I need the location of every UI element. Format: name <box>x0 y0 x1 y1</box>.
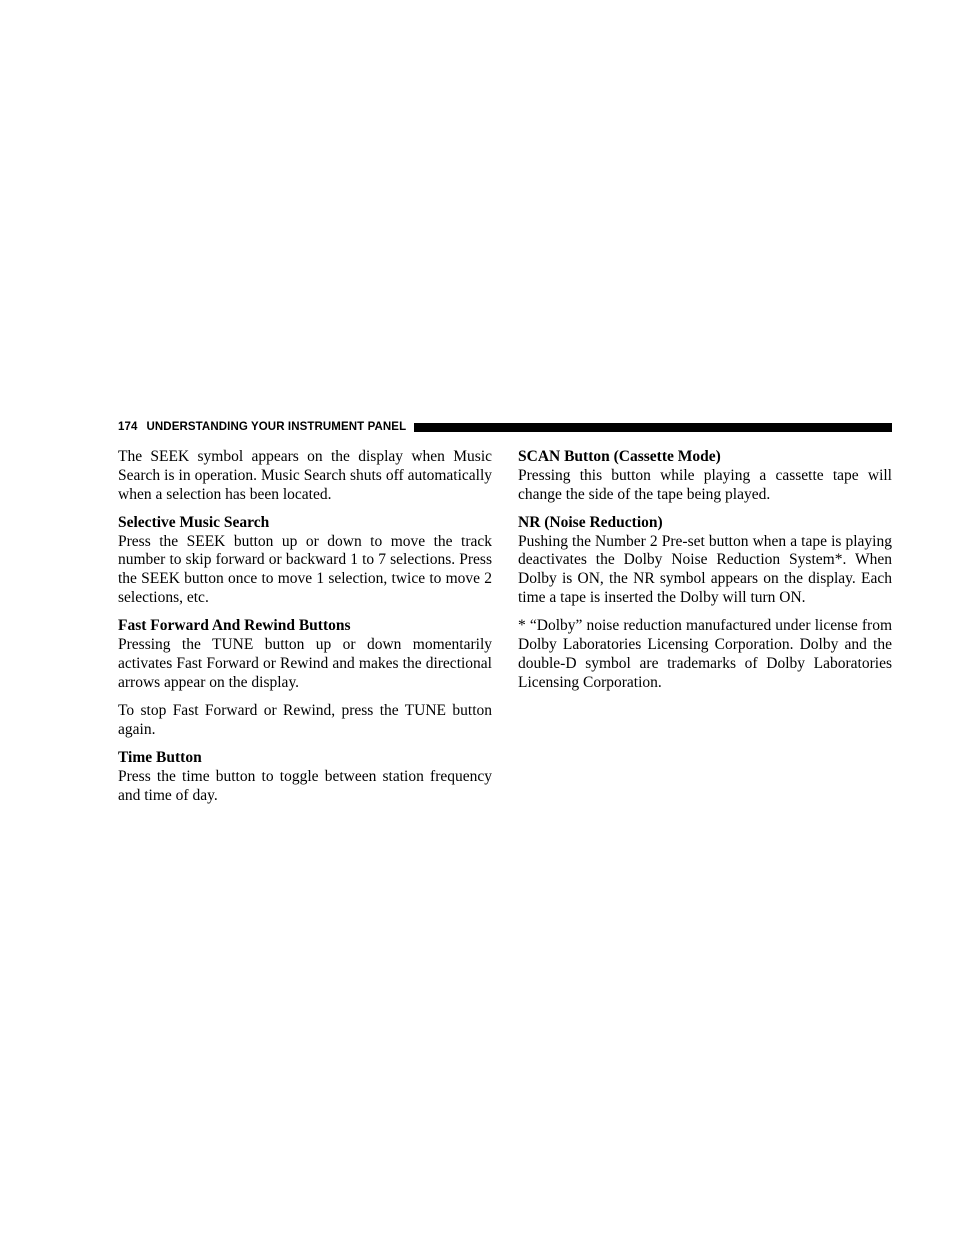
noise-reduction-heading: NR (Noise Reduction) <box>518 513 663 531</box>
stop-fast-forward-block <box>118 702 492 740</box>
intro-paragraph: The SEEK symbol appears on the display when Music Search is in operation. Music Search shuts off automatically when a selection has been located. <box>118 448 492 503</box>
scan-button-block <box>518 448 892 504</box>
noise-reduction-block <box>518 514 892 608</box>
noise-reduction-text: Pushing the Number 2 Pre-set button when a tape is playing deactivates the Dolby Noise Reduction System*. When Dolby is ON, the NR symbol appears on the display. Each time a tape is inserted the Dolby will turn ON. <box>518 532 892 607</box>
time-button-block <box>118 749 492 805</box>
scan-button-text: Pressing this button while playing a cassette tape will change the side of the tape being played. <box>518 466 892 503</box>
fast-forward-rewind-heading: Fast Forward And Rewind Buttons <box>118 617 351 635</box>
page-number: 174 <box>118 421 138 433</box>
selective-music-search-text: Press the SEEK button up or down to move the track number to skip forward or backward 1 to 7 selections. Press the SEEK button once to move 1 selection, twice to move 2 selections, etc. <box>118 532 492 607</box>
time-button-text: Press the time button to toggle between station frequency and time of day. <box>118 767 492 804</box>
fast-forward-rewind-text: Pressing the TUNE button up or down momentarily activates Fast Forward or Rewind and makes the directional arrows appear on the display. <box>118 636 492 691</box>
time-button-heading: Time Button <box>118 749 202 767</box>
dolby-footnote-block <box>518 617 892 692</box>
stop-fast-forward-text: To stop Fast Forward or Rewind, press the TUNE button again. <box>118 702 492 738</box>
page-header <box>118 418 892 436</box>
section-title: UNDERSTANDING YOUR INSTRUMENT PANEL <box>146 421 407 433</box>
scan-button-heading: SCAN Button (Cassette Mode) <box>518 448 721 465</box>
selective-music-search-heading: Selective Music Search <box>118 513 270 531</box>
fast-forward-rewind-block <box>118 617 492 692</box>
header-rule <box>414 423 892 432</box>
right-column <box>518 448 892 702</box>
left-column <box>118 448 492 815</box>
dolby-footnote: * “Dolby” noise reduction manufactured under license from Dolby Laboratories Licensing Corporation. Dolby and the double-D symbol are trademarks of Dolby Laboratories Licensing Corporation. <box>518 617 892 691</box>
selective-music-search-block <box>118 514 492 608</box>
intro-block <box>118 448 492 504</box>
